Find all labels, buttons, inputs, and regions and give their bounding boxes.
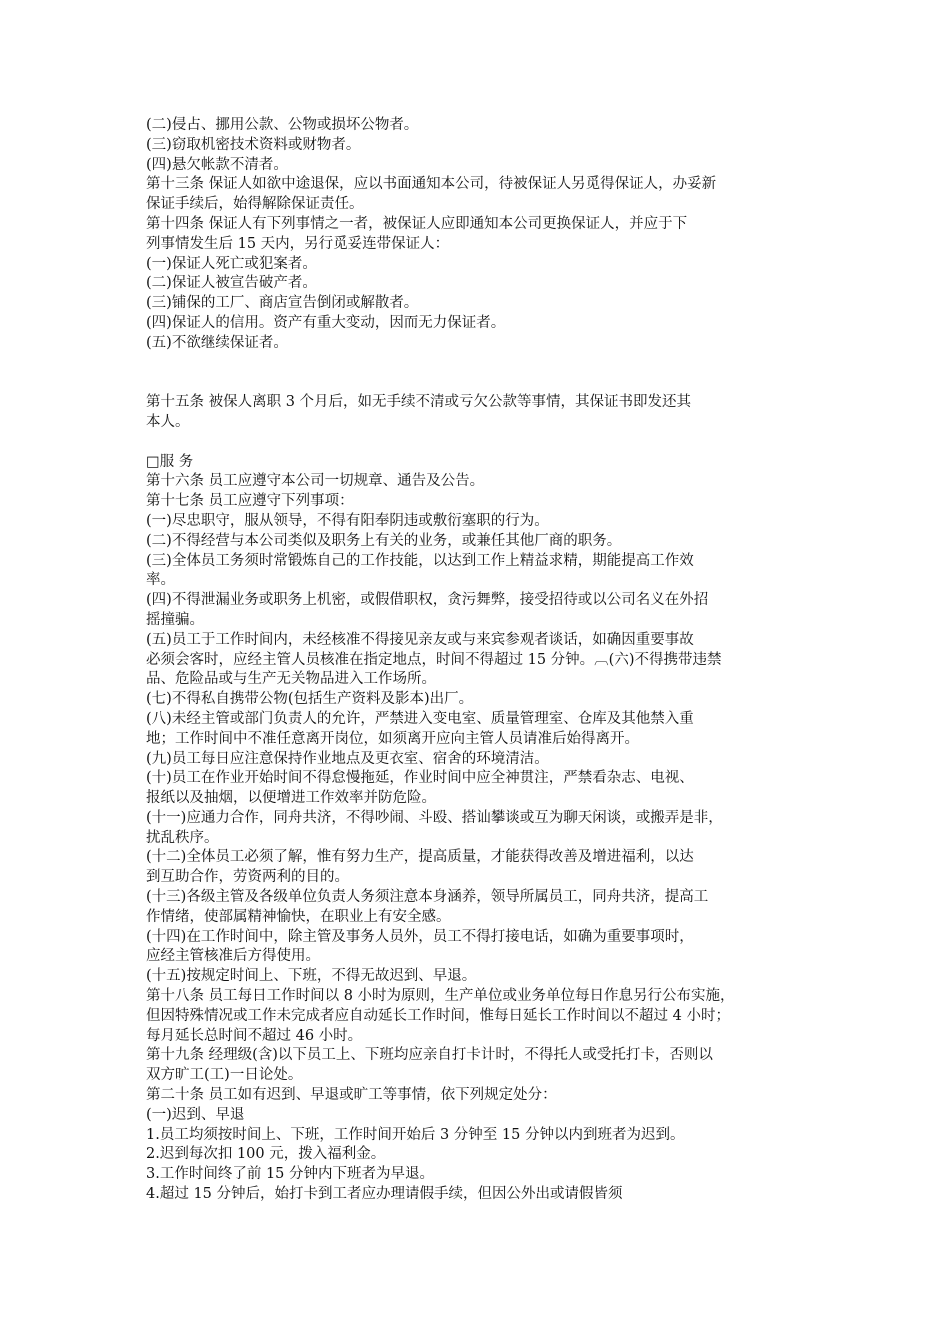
text-line: 第十九条 经理级(含)以下员工上、下班均应亲自打卡计时，不得托人或受托打卡，否则以 — [146, 1047, 713, 1064]
text-line: 双方旷工(工)一日论处。 — [146, 1067, 303, 1084]
text-line: (二)侵占、挪用公款、公物或损坏公物者。 — [146, 117, 419, 133]
text-line: 第十四条 保证人有下列事情之一者，被保证人应即通知本公司更换保证人，并应于下 — [146, 215, 688, 232]
text-line: 应经主管核准后方得使用。 — [146, 948, 320, 965]
text-line: 第二十条 员工如有迟到、早退或旷工等事情，依下列规定处分： — [146, 1087, 557, 1104]
text-line: (三)铺保的工厂、商店宣告倒闭或解散者。 — [146, 295, 419, 312]
text-line: (八)未经主管或部门负责人的允许，严禁进入变电室、质量管理室、仓库及其他禁入重 — [146, 710, 694, 727]
text-line: 作情绪，使部属精神愉快，在职业上有安全感。 — [146, 908, 451, 925]
blank-line — [146, 354, 836, 374]
text-line: 率。 — [146, 572, 175, 589]
text-line: (十一)应通力合作，同舟共济，不得吵闹、斗殴、搭讪攀谈或互为聊天闲谈，或搬弄是非， — [146, 809, 723, 826]
text-line: (十三)各级主管及各级单位负责人务须注意本身涵养，领导所属员工，同舟共济，提高工 — [146, 889, 709, 906]
blank-line — [146, 433, 836, 453]
text-line: (三)窃取机密技术资料或财物者。 — [146, 136, 361, 153]
text-line: (十四)在工作时间中，除主管及事务人员外，员工不得打接电话，如确为重要事项时， — [146, 928, 694, 945]
text-line: (五)不欲继续保证者。 — [146, 334, 288, 351]
text-line: 第十六条 员工应遵守本公司一切规章、通告及公告。 — [146, 473, 485, 490]
text-line: (二)保证人被宣告破产者。 — [146, 275, 317, 292]
text-line: 2.迟到每次扣 100 元，拨入福利金。 — [146, 1146, 386, 1163]
text-line: 本人。 — [146, 413, 190, 430]
text-line: (七)不得私自携带公物(包括生产资料及影本)出厂。 — [146, 691, 474, 708]
text-line: 列事情发生后 15 天内，另行觅妥连带保证人： — [146, 235, 450, 252]
text-line: (九)员工每日应注意保持作业地点及更衣室、宿舍的环境清洁。 — [146, 750, 549, 767]
text-line: (一)尽忠职守，服从领导，不得有阳奉阴违或敷衍塞职的行为。 — [146, 512, 549, 529]
text-line: 4.超过 15 分钟后，始打卡到工者应办理请假手续，但因公外出或请假皆须 — [146, 1186, 623, 1203]
text-line: 品、危险品或与生产无关物品进入工作场所。 — [146, 671, 436, 688]
text-line: (五)员工于工作时间内，未经核准不得接见亲友或与来宾参观者谈话，如确因重要事故 — [146, 631, 694, 648]
text-line: 第十三条 保证人如欲中途退保，应以书面通知本公司，待被保证人另觅得保证人，办妥新 — [146, 176, 717, 193]
text-line: 地；工作时间中不准任意离开岗位，如须离开应向主管人员请准后始得离开。 — [146, 730, 639, 747]
text-line: (四)保证人的信用。资产有重大变动，因而无力保证者。 — [146, 314, 506, 331]
text-line: □服 务 — [146, 453, 194, 470]
text-line: 报纸以及抽烟，以便增进工作效率并防危险。 — [146, 790, 436, 807]
text-line: 保证手续后，始得解除保证责任。 — [146, 196, 364, 213]
blank-line — [146, 373, 836, 393]
text-line: (十二)全体员工必须了解，惟有努力生产，提高质量，才能获得改善及增进福利，以达 — [146, 849, 694, 866]
text-line: 1.员工均须按时间上、下班，工作时间开始后 3 分钟至 15 分钟以内到班者为迟到。 — [146, 1126, 685, 1143]
text-line: (十五)按规定时间上、下班，不得无故迟到、早退。 — [146, 968, 477, 985]
document-body — [146, 116, 836, 1205]
text-line: (十)员工在作业开始时间不得怠慢拖延，作业时间中应全神贯注，严禁看杂志、电视、 — [146, 770, 694, 787]
text-line: 每月延长总时间不超过 46 小时。 — [146, 1027, 363, 1044]
text-line: 3.工作时间终了前 15 分钟内下班者为早退。 — [146, 1166, 435, 1183]
text-line: 第十七条 员工应遵守下列事项： — [146, 493, 354, 510]
text-line: (四)不得泄漏业务或职务上机密，或假借职权，贪污舞弊，接受招待或以公司名义在外招 — [146, 592, 709, 609]
text-line: 第十五条 被保人离职 3 个月后，如无手续不清或亏欠公款等事情，其保证书即发还其 — [146, 394, 692, 411]
text-line: 摇撞骗。 — [146, 611, 204, 628]
text-line: (一)保证人死亡或犯案者。 — [146, 255, 317, 272]
text-line: 扰乱秩序。 — [146, 829, 219, 846]
text-line: 第十八条 员工每日工作时间以 8 小时为原则，生产单位或业务单位每日作息另行公布实施， — [146, 988, 735, 1005]
text-line: 到互助合作，劳资两利的目的。 — [146, 869, 349, 886]
text-line: 但因特殊情况或工作未完成者应自动延长工作时间，惟每日延长工作时间以不超过 4 小时； — [146, 1007, 730, 1024]
text-line: (四)悬欠帐款不清者。 — [146, 156, 288, 173]
text-line: (二)不得经营与本公司类似及职务上有关的业务，或兼任其他厂商的职务。 — [146, 532, 622, 549]
text-line: (一)迟到、早退 — [146, 1106, 245, 1123]
text-line: 必须会客时，应经主管人员核准在指定地点，时间不得超过 15 分钟。︹(六)不得携带违禁 — [146, 651, 722, 668]
text-line: (三)全体员工务须时常锻炼自己的工作技能，以达到工作上精益求精，期能提高工作效 — [146, 552, 694, 569]
